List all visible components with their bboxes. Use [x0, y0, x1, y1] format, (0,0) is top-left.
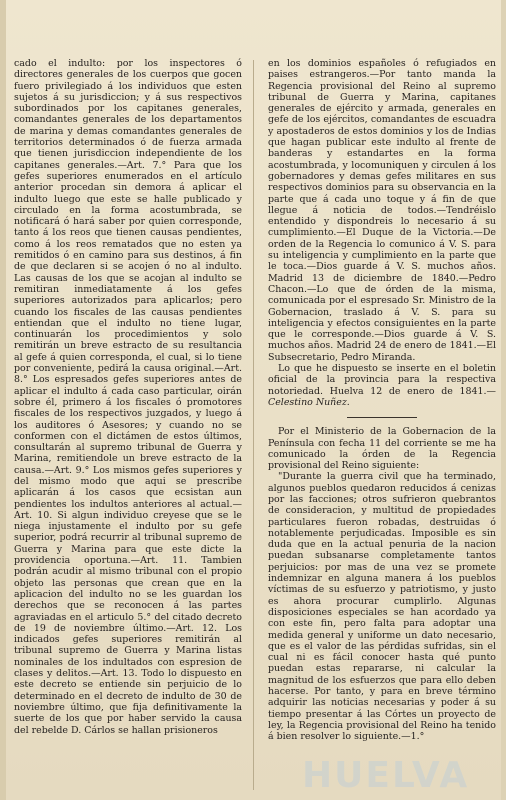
- right-column: [268, 58, 496, 796]
- publication-notice-paragraph: [268, 363, 496, 408]
- page-right-edge: [501, 0, 506, 800]
- section-divider: [347, 417, 417, 418]
- ministry-order-intro: Por el Ministerio de la Gobernacion de la Península con fecha 11 del corriente se me ha comunicado la órden de la Regencia provisional del Reino siguiente:: [268, 426, 496, 472]
- regency-order-text: "Durante la guerra civil que ha terminado, algunos pueblos quedaron reducidos á cenizas por las facciones; otros sufrieron quebrantos de consideracion, y multitud de propiedades particulares fueron robadas, destruidas ó notablemente perjudicadas. Imposible es sin duda que en la actual penuria de la nacion puedan subsanarse completamente tantos perjuicios: por mas de una vez se promete indemnizar en alguna manera á los pueblos víctimas de su esfuerzo y patriotismo, y justo es ahora procurar cumplirlo. Algunas disposiciones especiales se han acordado ya con este fin, pero falta para adoptar una medida general y uniforme un dato necesario, que es el valor de las pérdidas sufridas, sin el cual ni es fácil conocer hasta qué punto puedan estas repararse, ni calcular la magnitud de los esfuerzos que para ello deben hacerse. Por tanto, y para en breve término adquirir las noticias necesarias y poder á su tiempo presentar á las Córtes un proyecto de ley, la Regencia provisional del Reino ha tenido á bien resolver lo siguiente.—1.°: [268, 471, 496, 743]
- archive-watermark: HUELVA: [302, 755, 470, 796]
- left-column-paragraph: cado el indulto: por los inspectores ó directores generales de los cuerpos que gocen fuero privilegiado á los individuos que esten sujetos á su jurisdiccion; y á sus respectivos subordinados por los capitanes generales, comandantes generales de los departamentos de marina y demas comandantes generales de territorios determinados ó de fuerza armada que tienen jurisdiccion independiente de los capitanes generales.—Art. 7.° Para que los gefes superiores enumerados en el artículo anterior procedan sin demora á aplicar el indulto luego que este se halle publicado y circulado en la forma acostumbrada, se notificará ó hará saber por quien corresponde, tanto á los reos que tienen causas pendientes, como á los reos rematados que no esten ya remitidos ó en camino para sus destinos, á fin de que declaren si se acojen ó no al indulto. Las causas de los que se acojan al indulto se remitiran inmediatamente á los gefes superiores autorizados para aplicarlos; pero cuando los fiscales de las causas pendientes entiendan que el indulto no tiene lugar, continuarán los procedimientos y solo remitirán un breve estracto de su resultancia al gefe á quien corresponda, el cual, si lo tiene por conveniente, pedirá la causa original.—Art. 8.° Los espresados gefes superiores antes de aplicar el indulto á cada caso particular, oirán sobre él, primero á los fiscales ó promotores fiscales de los respectivos juzgados, y luego á los auditores ó Asesores; y cuando no se conformen con el dictámen de estos últimos, consultarán al supremo tribunal de Guerra y Marina, remitiendole un breve estracto de la causa.—Art. 9.° Los mismos gefes superiores y del mismo modo que aqui se prescribe aplicarán á los casos que ecsistan aun pendientes los indultos anteriores al actual.—Art. 10. Si algun individuo creyese que se le niega injustamente el indulto por su gefe superior, podrá recurrir al tribunal supremo de Guerra y Marina para que este dicte la providencia oportuna.—Art. 11. Tambien podrán acudir al mismo tribunal con el propio objeto las personas que crean que en la aplicacion del indulto no se les guardan los derechos que se reconocen á las partes agraviadas en el articulo 5.° del citado decreto de 19 de noviembre último.—Art. 12. Los indicados gefes superiores remitirán al tribunal supremo de Guerra y Marina listas nominales de los indultados con espresion de clases y delitos.—Art. 13. Todo lo dispuesto en este decreto se entiende sin perjuicio de lo determinado en el decreto de indulto de 30 de noviembre último, que fija definitivamente la suerte de los que por haber servido la causa del rebelde D. Cárlos se hallan prisioneros: [14, 58, 242, 736]
- publication-notice-text: Lo que he dispuesto se inserte en el boletin oficial de la provincia para la respectiva notoriedad. Huelva 12 de enero de 1841.—: [268, 363, 496, 397]
- page-left-edge: [0, 0, 6, 800]
- left-column: [14, 58, 242, 796]
- decree-conclusion-paragraph: en los dominios españoles ó refugiados en paises estrangeros.—Por tanto manda la Regencia provisional del Reino al supremo tribunal de Guerra y Marina, capitanes generales de ejército y armada, generales en gefe de los ejércitos, comandantes de escuadra y apostaderos de estos dominios y los de Indias que hagan publicar este indulto al frente de banderas y estandartes en la forma acostumbrada, y locomuniquen y circulen á los gobernadores y demas gefes militares en sus respectivos dominios para su observancia en la parte que á cada uno toque y á fin de que llegue á noticia de todos.—Tendréislo entendido y dispondreis lo necesario á su cumplimiento.—El Duque de la Victoria.—De orden de la Regencia lo comunico á V. S. para su inteligencia y cumplimiento en la parte que le toca.—Dios guarde á V. S. muchos años. Madrid 13 de diciembre de 1840.—Pedro Chacon.—Lo que de órden de la misma, comunicada por el espresado Sr. Ministro de la Gobernacion, traslado á V. S. para su inteligencia y efectos consiguientes en la parte que le corresponde.—Dios guarde á V. S. muchos años. Madrid 24 de enero de 1841.—El Subsecretario, Pedro Miranda.: [268, 58, 496, 363]
- signature: Celestino Nuñez.: [268, 396, 350, 408]
- column-separator: [253, 60, 254, 790]
